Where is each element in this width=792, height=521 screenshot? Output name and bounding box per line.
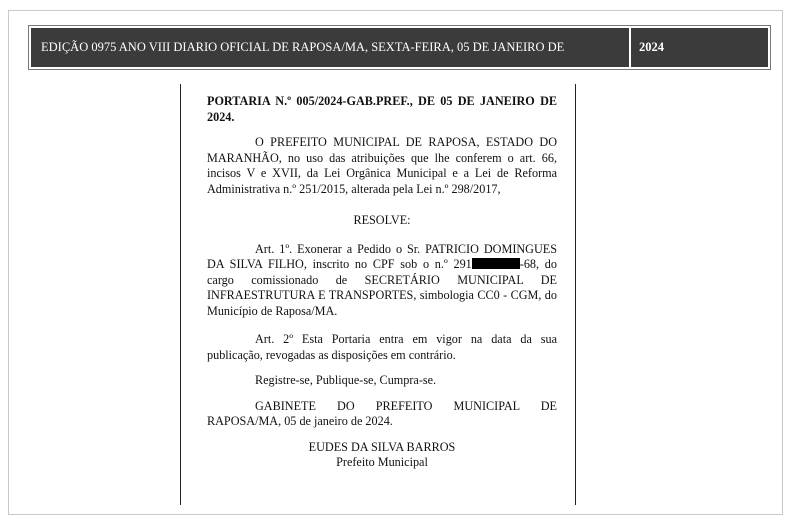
article-1 xyxy=(207,242,557,320)
gabinete-paragraph: GABINETE DO PREFEITO MUNICIPAL DE RAPOSA/MA, 05 de janeiro de 2024. xyxy=(207,398,557,428)
article-1-text-b: -68, do cargo comissionado de SECRETÁRIO MUNICIPAL DE INFRAESTRUTURA E TRANSPORTES, simbologia CC0 - CGM, do Município de Raposa/MA. xyxy=(207,257,557,318)
gazette-header xyxy=(28,25,771,70)
redaction-bar xyxy=(472,258,520,269)
signer-name: EUDES DA SILVA BARROS xyxy=(308,439,456,454)
header-year: 2024 xyxy=(631,28,768,67)
header-title: EDIÇÃO 0975 ANO VIII DIARIO OFICIAL DE RAPOSA/MA, SEXTA-FEIRA, 05 DE JANEIRO DE xyxy=(31,28,629,67)
column-divider-right xyxy=(575,84,576,505)
ordinance-title: PORTARIA N.º 005/2024-GAB.PREF., DE 05 DE JANEIRO DE 2024. xyxy=(207,94,557,124)
registre-line: Registre-se, Publique-se, Cumpra-se. xyxy=(255,373,437,387)
signer-role: Prefeito Municipal xyxy=(336,455,428,469)
article-1-text-a: Art. 1º. Exonerar a Pedido o Sr. PATRICIO DOMINGUES DA SILVA FILHO, inscrito no CPF sob o n.º 291 xyxy=(207,241,557,271)
ordinance-body xyxy=(207,94,557,471)
column-divider-left xyxy=(180,84,181,505)
resolve-heading: RESOLVE: xyxy=(353,213,411,227)
preamble-paragraph: O PREFEITO MUNICIPAL DE RAPOSA, ESTADO DO MARANHÃO, no uso das atribuições que lhe conferem o art. 66, incisos V e XVII, da Lei Orgânica Municipal e a Lei de Reforma Administrativa n.º 251/2015, alterada pela Lei n.º 298/2017, xyxy=(207,135,557,196)
article-2: Art. 2º Esta Portaria entra em vigor na data da sua publicação, revogadas as disposições em contrário. xyxy=(207,332,557,362)
